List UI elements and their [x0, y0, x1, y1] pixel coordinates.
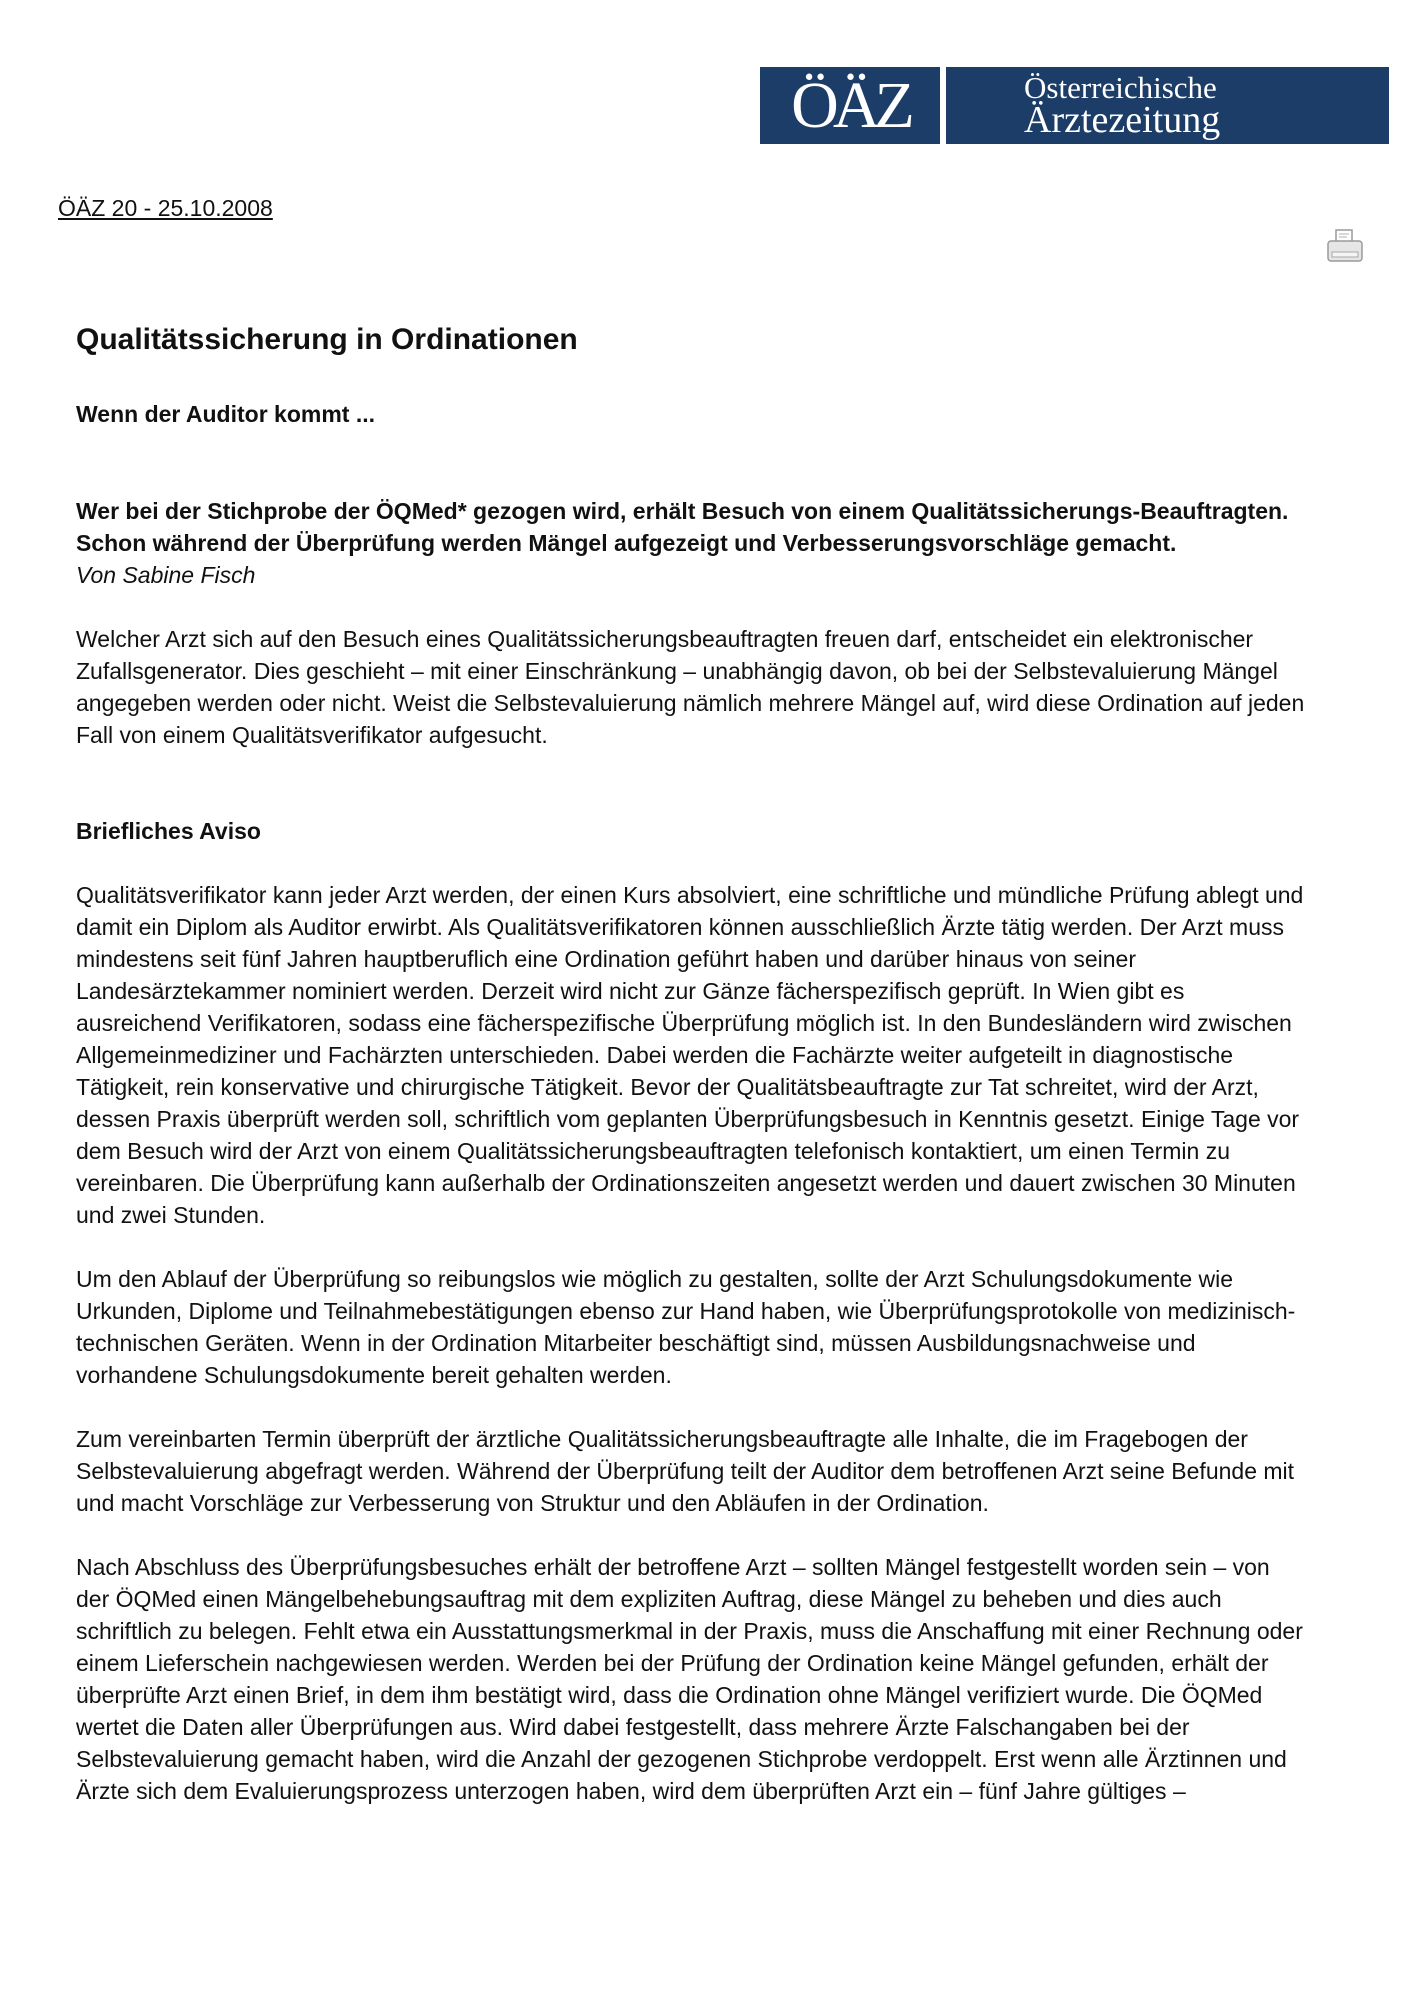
body-paragraph-2: Um den Ablauf der Überprüfung so reibungslos wie möglich zu gestalten, sollte der Arzt Schulungsdokumente wie Urkunden, Diplome und Teilnahmebestätigungen ebenso zur Hand haben, wie Überprüfungsprotokolle von medizinisch-technischen Geräten. Wenn in der Ordination Mitarbeiter beschäftigt sind, müssen Ausbildungsnachweise und vorhandene Schulungsdokumente bereit gehalten werden. — [76, 1266, 1296, 1388]
article-title: Qualitätssicherung in Ordinationen — [76, 323, 578, 356]
article-intro: Welcher Arzt sich auf den Besuch eines Qualitätssicherungsbeauftragten freuen darf, entscheidet ein elektronischer Zufallsgenerator. Dies geschieht – mit einer Einschränkung – unabhängig davon, ob bei der Selbstevaluierung Mängel angegeben werden oder nicht. Weist die Selbstevaluierung nämlich mehrere Mängel auf, wird diese Ordination auf jeden Fall von einem Qualitätsverifikator aufgesucht. — [76, 626, 1305, 748]
body-paragraph-4: Nach Abschluss des Überprüfungsbesuches erhält der betroffene Arzt – sollten Mängel festgestellt worden sein – von der ÖQMed einen Mängelbehebungsauftrag mit dem expliziten Auftrag, diese Mängel zu beheben und dies auch schriftlich zu belegen. Fehlt etwa ein Ausstattungsmerkmal in der Praxis, muss die Anschaffung mit einer Rechnung oder einem Lieferschein nachgewiesen werden. Werden bei der Prüfung der Ordination keine Mängel gefunden, erhält der überprüfte Arzt einen Brief, in dem ihm bestätigt wird, dass die Ordination ohne Mängel verifiziert wurde. Die ÖQMed wertet die Daten aller Überprüfungen aus. Wird dabei festgestellt, dass mehrere Ärzte Falschangaben bei der Selbstevaluierung gemacht haben, wird die Anzahl der gezogenen Stichprobe verdoppelt. Erst wenn alle Ärztinnen und Ärzte sich dem Evaluierungsprozess unterzogen haben, wird dem überprüften Arzt ein – fünf Jahre gültiges – — [76, 1554, 1303, 1804]
masthead-logo — [760, 67, 1389, 144]
logo-mark: ÖÄZ — [791, 68, 909, 142]
article-lead: Wer bei der Stichprobe der ÖQMed* gezogen wird, erhält Besuch von einem Qualitätssicherungs-Beauftragten. Schon während der Überprüfung werden Mängel aufgezeigt und Verbesserungsvorschläge gemacht. — [76, 498, 1289, 556]
body-paragraph-1: Qualitätsverifikator kann jeder Arzt werden, der einen Kurs absolviert, eine schriftliche und mündliche Prüfung ablegt und damit ein Diplom als Auditor erwirbt. Als Qualitätsverifikatoren können ausschließlich Ärzte tätig werden. Der Arzt muss mindestens seit fünf Jahren hauptberuflich eine Ordination geführt haben und darüber hinaus von seiner Landesärztekammer nominiert werden. Derzeit wird nicht zur Gänze fächerspezifisch geprüft. In Wien gibt es ausreichend Verifikatoren, sodass eine fächerspezifische Überprüfung möglich ist. In den Bundesländern wird zwischen Allgemeinmediziner und Fachärzten unterschieden. Dabei werden die Fachärzte weiter aufgeteilt in diagnostische Tätigkeit, rein konservative und chirurgische Tätigkeit. Bevor der Qualitätsbeauftragte zur Tat schreitet, wird der Arzt, dessen Praxis überprüft werden soll, schriftlich vom geplanten Überprüfungsbesuch in Kenntnis gesetzt. Einige Tage vor dem Besuch wird der Arzt von einem Qualitätssicherungsbeauftragten telefonisch kontaktiert, um einen Termin zu vereinbaren. Die Überprüfung kann außerhalb der Ordinationszeiten angesetzt werden und dauert zwischen 30 Minuten und zwei Stunden. — [76, 882, 1304, 1228]
article-author: Von Sabine Fisch — [76, 562, 256, 588]
logo-wordmark — [946, 67, 1389, 144]
article-subtitle: Wenn der Auditor kommt ... — [76, 401, 376, 427]
section-heading: Briefliches Aviso — [76, 818, 261, 844]
logo-line-1: Österreichische — [1024, 69, 1217, 105]
article — [76, 318, 1306, 1807]
issue-link[interactable]: ÖÄZ 20 - 25.10.2008 — [58, 195, 273, 221]
print-icon[interactable] — [1326, 228, 1364, 264]
logo-line-2: Ärztezeitung — [1024, 99, 1221, 142]
body-paragraph-3: Zum vereinbarten Termin überprüft der ärztliche Qualitätssicherungsbeauftragte alle Inhalte, die im Fragebogen der Selbstevaluierung abgefragt werden. Während der Überprüfung teilt der Auditor dem betroffenen Arzt seine Befunde mit und macht Vorschläge zur Verbesserung von Struktur und den Abläufen in der Ordination. — [76, 1426, 1295, 1516]
